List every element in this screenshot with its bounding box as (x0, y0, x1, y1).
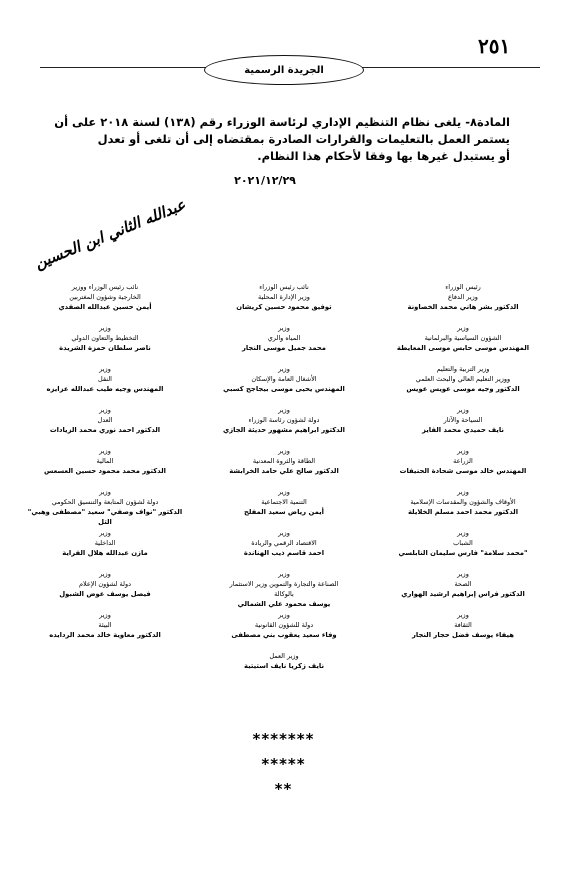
minister-name: ناصر سلطان حمزة الشريدة (59, 344, 151, 352)
minister-row (20, 569, 548, 610)
minister-row (20, 487, 548, 528)
minister-title: وزير دولة للشؤون القانونية (254, 611, 314, 629)
minister-row (20, 610, 548, 651)
minister-signature (378, 569, 548, 610)
minister-row (20, 364, 548, 405)
minister-name: المهندس وجيه طيب عبدالله عزايزه (46, 385, 164, 393)
minister-name: المهندس خالد موسى شحادة الحنيفات (399, 467, 527, 475)
minister-signature (20, 651, 548, 671)
minister-title: وزير الزراعة (453, 447, 473, 465)
minister-title: نائب رئيس الوزراء وزير الإدارة المحلية (258, 283, 310, 301)
minister-title: وزير الشباب (453, 529, 473, 547)
minister-signature (20, 405, 190, 446)
minister-name: المهندس موسى حابس موسى المعايطة (396, 344, 530, 352)
minister-row (20, 446, 548, 487)
minister-title: وزير البيئة (98, 611, 112, 629)
article-text (50, 114, 510, 165)
minister-title: وزير الداخلية (94, 529, 116, 547)
minister-name: هيفاء يوسف فضل حجار النجار (412, 631, 514, 639)
minister-name: الدكتور وجيه موسى عويس عويس (406, 385, 520, 393)
minister-signature (20, 528, 190, 569)
minister-signature (378, 446, 548, 487)
separator-stars: ***** (261, 755, 306, 773)
minister-title: وزير المالية (96, 447, 114, 465)
minister-signature (199, 610, 369, 651)
minister-signature (199, 446, 369, 487)
minister-title: وزير دولة لشؤون رئاسة الوزراء (248, 406, 320, 424)
minister-name: "محمد سلامة" فارس سليمان النابلسي (398, 549, 528, 557)
minister-signature (20, 569, 190, 610)
minister-title: وزير دولة لشؤون الإعلام (79, 570, 131, 588)
minister-title: وزير الشؤون السياسية والبرلمانية (424, 324, 502, 342)
minister-name: محمد جميل موسى النجار (241, 344, 327, 352)
minister-signature (20, 282, 190, 323)
minister-name: مازن عبدالله هلال الفراية (62, 549, 148, 557)
minister-name: الدكتور محمد احمد مسلم الخلايلة (407, 508, 519, 516)
minister-signature (199, 528, 369, 569)
minister-name: نايف زكريا نايف استيتية (243, 662, 325, 670)
minister-name: أيمن رياض سعيد المفلح (243, 508, 325, 516)
gazette-header (204, 55, 364, 85)
ministers-signatures (20, 282, 548, 671)
minister-row (20, 282, 548, 323)
separator-stars: ** (274, 780, 293, 798)
minister-title: وزير الطاقة والثروة المعدنية (252, 447, 316, 465)
minister-name: فيصل يوسف عوض الشبول (59, 590, 151, 598)
minister-signature (199, 487, 369, 528)
minister-title: وزير التربية والتعليم ووزير التعليم العالي والبحث العلمي (415, 365, 511, 383)
minister-signature (378, 364, 548, 405)
article-line: يستمر العمل بالتعليمات والقرارات الصادرة بمقتضاه إلى أن تلغى أو تعدل (97, 132, 510, 146)
minister-signature (378, 610, 548, 651)
page-number: ٢٥١ (478, 34, 511, 58)
minister-signature (378, 405, 548, 446)
minister-name: وفاء سعيد يعقوب بني مصطفى (231, 631, 337, 639)
decree-date: ٢٠٢١/١٢/٢٩ (234, 174, 296, 187)
minister-title: وزير الصناعة والتجارة والتموين وزير الاستثمار بالوكالة (229, 570, 339, 598)
minister-title: وزير النقل (98, 365, 112, 383)
minister-name: الدكتور بشر هاني محمد الخصاونة (407, 303, 519, 311)
minister-name: الدكتور محمد محمود حسين العسعس (44, 467, 166, 475)
article-line: أو يستبدل غيرها بها وفقا لأحكام هذا النظام. (257, 149, 510, 163)
minister-title: وزير الاقتصاد الرقمي والريادة (251, 529, 317, 547)
minister-title: وزير الثقافة (454, 611, 472, 629)
minister-signature (20, 446, 190, 487)
gazette-title: الجريدة الرسمية (244, 64, 324, 76)
minister-signature (378, 282, 548, 323)
minister-title: وزير الأشغال العامة والإسكان (251, 365, 317, 383)
minister-signature (378, 323, 548, 364)
minister-signature (20, 610, 190, 651)
minister-name: الدكتور فراس إبراهيم ارشيد الهواري (401, 590, 525, 598)
minister-row (20, 528, 548, 569)
minister-name: يوسف محمود علي الشمالي (237, 600, 331, 608)
minister-title: وزير التخطيط والتعاون الدولي (71, 324, 139, 342)
royal-signature: عبدالله الثاني ابن الحسين (32, 195, 188, 273)
separator-stars: ******* (252, 730, 315, 748)
minister-title: رئيس الوزراء وزير الدفاع (445, 283, 481, 301)
minister-name: الدكتور معاوية خالد محمد الردايده (49, 631, 161, 639)
minister-title: وزير الأوقاف والشؤون والمقدسات الإسلامية (410, 488, 516, 506)
minister-name: الدكتور ابراهيم مشهور حديثة الجازي (223, 426, 345, 434)
minister-signature (199, 569, 369, 610)
minister-signature (199, 364, 369, 405)
article-line: المادة٨- يلغى نظام التنظيم الإداري لرئاسة الوزراء رقم (١٣٨) لسنة ٢٠١٨ على أن (54, 115, 510, 129)
minister-signature (20, 364, 190, 405)
minister-name: المهندس يحيى موسى بيجاجح كسبي (223, 385, 345, 393)
minister-signature (199, 282, 369, 323)
minister-signature (20, 323, 190, 364)
minister-name: أيمن حسين عبدالله الصفدي (58, 303, 152, 311)
minister-name: الدكتور احمد نوري محمد الزيادات (49, 426, 161, 434)
minister-signature (20, 487, 190, 528)
minister-signature (199, 323, 369, 364)
minister-signature (378, 487, 548, 528)
minister-signature (199, 405, 369, 446)
minister-name: احمد قاسم ذيب الهناندة (243, 549, 325, 557)
minister-signature (378, 528, 548, 569)
minister-title: وزير العمل (269, 652, 299, 660)
minister-row (20, 323, 548, 364)
minister-name: نايف حميدي محمد الفايز (422, 426, 504, 434)
minister-title: نائب رئيس الوزراء ووزير الخارجية وشؤون المغتربين (69, 283, 141, 301)
minister-title: وزير السياحة والآثار (443, 406, 483, 424)
minister-title: وزير المياه والري (267, 324, 301, 342)
minister-row (20, 405, 548, 446)
minister-title: وزير العدل (97, 406, 113, 424)
minister-name: الدكتور صالح علي حامد الخرابشة (229, 467, 339, 475)
minister-title: وزير دولة لشؤون المتابعة والتنسيق الحكومي (51, 488, 159, 506)
minister-title: وزير التنمية الاجتماعية (261, 488, 307, 506)
minister-title: وزير الصحة (454, 570, 472, 588)
minister-name: الدكتور "نواف وصفي" سعيد "مصطفى وهبي" التل (27, 508, 183, 526)
minister-name: توفيق محمود حسين كريشان (236, 303, 332, 311)
